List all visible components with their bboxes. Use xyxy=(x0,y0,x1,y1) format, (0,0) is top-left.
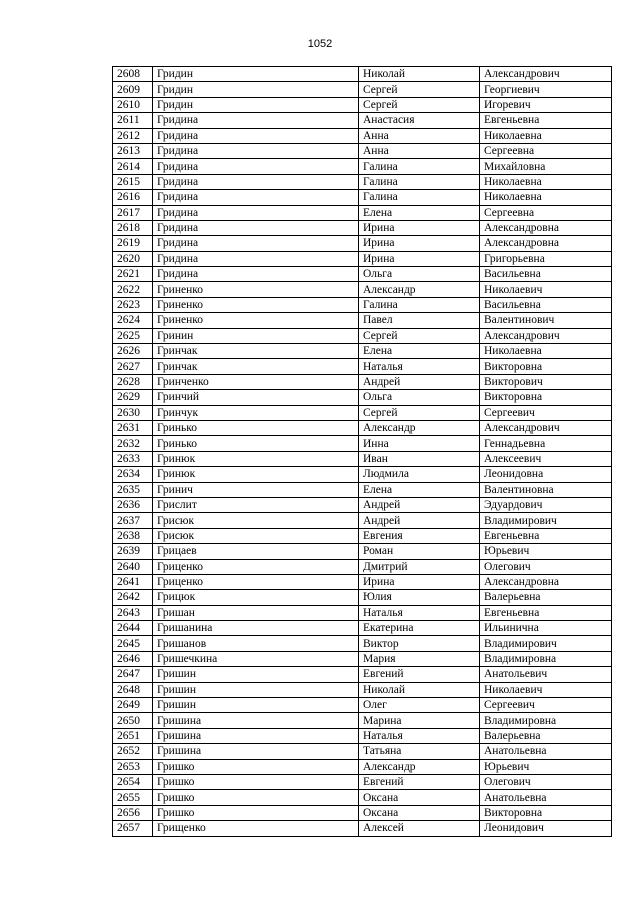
first-name-cell: Наталья xyxy=(359,605,480,620)
row-number-cell: 2618 xyxy=(113,220,153,235)
row-number-cell: 2640 xyxy=(113,559,153,574)
surname-cell: Грицюк xyxy=(153,590,359,605)
table-row xyxy=(113,67,612,82)
row-number-cell: 2637 xyxy=(113,513,153,528)
first-name-cell: Наталья xyxy=(359,728,480,743)
first-name-cell: Людмила xyxy=(359,467,480,482)
patronymic-cell: Юрьевич xyxy=(480,759,612,774)
first-name-cell: Александр xyxy=(359,282,480,297)
table-row xyxy=(113,297,612,312)
first-name-cell: Евгений xyxy=(359,667,480,682)
row-number-cell: 2627 xyxy=(113,359,153,374)
row-number-cell: 2649 xyxy=(113,698,153,713)
surname-cell: Гришко xyxy=(153,759,359,774)
row-number-cell: 2646 xyxy=(113,651,153,666)
table-row xyxy=(113,405,612,420)
surname-cell: Гринич xyxy=(153,482,359,497)
first-name-cell: Сергей xyxy=(359,97,480,112)
first-name-cell: Елена xyxy=(359,344,480,359)
surname-cell: Гридина xyxy=(153,267,359,282)
patronymic-cell: Григорьевна xyxy=(480,251,612,266)
first-name-cell: Сергей xyxy=(359,405,480,420)
surname-cell: Грисюк xyxy=(153,513,359,528)
table-row xyxy=(113,759,612,774)
table-row xyxy=(113,174,612,189)
table-row xyxy=(113,359,612,374)
first-name-cell: Ольга xyxy=(359,267,480,282)
surname-cell: Гриценко xyxy=(153,559,359,574)
row-number-cell: 2652 xyxy=(113,744,153,759)
name-list-table xyxy=(112,66,612,837)
row-number-cell: 2623 xyxy=(113,297,153,312)
surname-cell: Гридина xyxy=(153,205,359,220)
table-row xyxy=(113,574,612,589)
patronymic-cell: Николаевна xyxy=(480,128,612,143)
first-name-cell: Виктор xyxy=(359,636,480,651)
row-number-cell: 2611 xyxy=(113,113,153,128)
table-row xyxy=(113,451,612,466)
surname-cell: Гринчак xyxy=(153,344,359,359)
patronymic-cell: Сергеевна xyxy=(480,143,612,158)
row-number-cell: 2655 xyxy=(113,790,153,805)
first-name-cell: Андрей xyxy=(359,513,480,528)
patronymic-cell: Валерьевна xyxy=(480,728,612,743)
surname-cell: Гриненко xyxy=(153,297,359,312)
first-name-cell: Николай xyxy=(359,682,480,697)
first-name-cell: Иван xyxy=(359,451,480,466)
patronymic-cell: Владимировна xyxy=(480,651,612,666)
surname-cell: Гринченко xyxy=(153,374,359,389)
patronymic-cell: Александрович xyxy=(480,328,612,343)
patronymic-cell: Анатольевна xyxy=(480,790,612,805)
first-name-cell: Галина xyxy=(359,159,480,174)
first-name-cell: Оксана xyxy=(359,790,480,805)
patronymic-cell: Александровна xyxy=(480,236,612,251)
first-name-cell: Галина xyxy=(359,190,480,205)
row-number-cell: 2647 xyxy=(113,667,153,682)
patronymic-cell: Эдуардович xyxy=(480,497,612,512)
surname-cell: Гришан xyxy=(153,605,359,620)
table-row xyxy=(113,590,612,605)
patronymic-cell: Михайловна xyxy=(480,159,612,174)
table-row xyxy=(113,143,612,158)
first-name-cell: Александр xyxy=(359,420,480,435)
table-row xyxy=(113,636,612,651)
surname-cell: Гридина xyxy=(153,251,359,266)
row-number-cell: 2653 xyxy=(113,759,153,774)
first-name-cell: Ирина xyxy=(359,220,480,235)
surname-cell: Грицаев xyxy=(153,544,359,559)
table-row xyxy=(113,774,612,789)
surname-cell: Грислит xyxy=(153,497,359,512)
table-row xyxy=(113,236,612,251)
table-row xyxy=(113,205,612,220)
first-name-cell: Оксана xyxy=(359,805,480,820)
row-number-cell: 2643 xyxy=(113,605,153,620)
first-name-cell: Павел xyxy=(359,313,480,328)
name-list-body xyxy=(113,67,612,837)
surname-cell: Гриценко xyxy=(153,574,359,589)
table-row xyxy=(113,328,612,343)
patronymic-cell: Владимировна xyxy=(480,713,612,728)
table-row xyxy=(113,744,612,759)
surname-cell: Гришин xyxy=(153,682,359,697)
row-number-cell: 2634 xyxy=(113,467,153,482)
table-row xyxy=(113,698,612,713)
surname-cell: Гринько xyxy=(153,436,359,451)
surname-cell: Гринчук xyxy=(153,405,359,420)
first-name-cell: Татьяна xyxy=(359,744,480,759)
surname-cell: Гридин xyxy=(153,67,359,82)
first-name-cell: Инна xyxy=(359,436,480,451)
patronymic-cell: Александровна xyxy=(480,220,612,235)
first-name-cell: Евгений xyxy=(359,774,480,789)
row-number-cell: 2619 xyxy=(113,236,153,251)
surname-cell: Гришанина xyxy=(153,621,359,636)
surname-cell: Гришко xyxy=(153,790,359,805)
first-name-cell: Ольга xyxy=(359,390,480,405)
first-name-cell: Ирина xyxy=(359,574,480,589)
row-number-cell: 2636 xyxy=(113,497,153,512)
first-name-cell: Сергей xyxy=(359,82,480,97)
surname-cell: Гринчий xyxy=(153,390,359,405)
first-name-cell: Роман xyxy=(359,544,480,559)
patronymic-cell: Николаевич xyxy=(480,682,612,697)
surname-cell: Гридина xyxy=(153,159,359,174)
patronymic-cell: Васильевна xyxy=(480,297,612,312)
row-number-cell: 2615 xyxy=(113,174,153,189)
row-number-cell: 2621 xyxy=(113,267,153,282)
patronymic-cell: Леонидовна xyxy=(480,467,612,482)
table-row xyxy=(113,497,612,512)
surname-cell: Гридин xyxy=(153,97,359,112)
patronymic-cell: Ильинична xyxy=(480,621,612,636)
surname-cell: Гридин xyxy=(153,82,359,97)
row-number-cell: 2620 xyxy=(113,251,153,266)
first-name-cell: Александр xyxy=(359,759,480,774)
surname-cell: Гридина xyxy=(153,128,359,143)
page-number: 1052 xyxy=(307,38,333,50)
surname-cell: Гринчак xyxy=(153,359,359,374)
surname-cell: Гришина xyxy=(153,728,359,743)
surname-cell: Гришко xyxy=(153,805,359,820)
patronymic-cell: Александрович xyxy=(480,420,612,435)
table-row xyxy=(113,420,612,435)
surname-cell: Грищенко xyxy=(153,821,359,836)
first-name-cell: Анастасия xyxy=(359,113,480,128)
surname-cell: Гринин xyxy=(153,328,359,343)
row-number-cell: 2630 xyxy=(113,405,153,420)
first-name-cell: Марина xyxy=(359,713,480,728)
patronymic-cell: Владимирович xyxy=(480,513,612,528)
patronymic-cell: Викторовна xyxy=(480,359,612,374)
first-name-cell: Юлия xyxy=(359,590,480,605)
table-row xyxy=(113,559,612,574)
table-row xyxy=(113,544,612,559)
patronymic-cell: Анатольевич xyxy=(480,667,612,682)
surname-cell: Гришина xyxy=(153,713,359,728)
first-name-cell: Елена xyxy=(359,482,480,497)
patronymic-cell: Юрьевич xyxy=(480,544,612,559)
row-number-cell: 2650 xyxy=(113,713,153,728)
patronymic-cell: Игоревич xyxy=(480,97,612,112)
table-row xyxy=(113,728,612,743)
table-row xyxy=(113,374,612,389)
patronymic-cell: Олегович xyxy=(480,559,612,574)
first-name-cell: Галина xyxy=(359,297,480,312)
row-number-cell: 2622 xyxy=(113,282,153,297)
table-row xyxy=(113,482,612,497)
row-number-cell: 2654 xyxy=(113,774,153,789)
table-row xyxy=(113,528,612,543)
patronymic-cell: Викторовна xyxy=(480,805,612,820)
surname-cell: Гридина xyxy=(153,113,359,128)
first-name-cell: Галина xyxy=(359,174,480,189)
patronymic-cell: Александрович xyxy=(480,67,612,82)
table-row xyxy=(113,344,612,359)
patronymic-cell: Васильевна xyxy=(480,267,612,282)
patronymic-cell: Олегович xyxy=(480,774,612,789)
patronymic-cell: Валентиновна xyxy=(480,482,612,497)
patronymic-cell: Анатольевна xyxy=(480,744,612,759)
row-number-cell: 2625 xyxy=(113,328,153,343)
table-row xyxy=(113,128,612,143)
row-number-cell: 2626 xyxy=(113,344,153,359)
table-row xyxy=(113,467,612,482)
table-row xyxy=(113,97,612,112)
patronymic-cell: Валентинович xyxy=(480,313,612,328)
surname-cell: Гринюк xyxy=(153,451,359,466)
table-row xyxy=(113,621,612,636)
surname-cell: Гридина xyxy=(153,143,359,158)
first-name-cell: Андрей xyxy=(359,374,480,389)
row-number-cell: 2651 xyxy=(113,728,153,743)
surname-cell: Гришин xyxy=(153,698,359,713)
row-number-cell: 2632 xyxy=(113,436,153,451)
first-name-cell: Евгения xyxy=(359,528,480,543)
row-number-cell: 2633 xyxy=(113,451,153,466)
table-row xyxy=(113,159,612,174)
patronymic-cell: Евгеньевна xyxy=(480,113,612,128)
surname-cell: Гриненко xyxy=(153,313,359,328)
row-number-cell: 2628 xyxy=(113,374,153,389)
surname-cell: Грисюк xyxy=(153,528,359,543)
table-row xyxy=(113,190,612,205)
patronymic-cell: Викторовна xyxy=(480,390,612,405)
table-row xyxy=(113,513,612,528)
first-name-cell: Анна xyxy=(359,143,480,158)
patronymic-cell: Валерьевна xyxy=(480,590,612,605)
row-number-cell: 2613 xyxy=(113,143,153,158)
surname-cell: Гридина xyxy=(153,220,359,235)
patronymic-cell: Владимирович xyxy=(480,636,612,651)
patronymic-cell: Николаевич xyxy=(480,282,612,297)
surname-cell: Гринюк xyxy=(153,467,359,482)
row-number-cell: 2639 xyxy=(113,544,153,559)
row-number-cell: 2656 xyxy=(113,805,153,820)
patronymic-cell: Александровна xyxy=(480,574,612,589)
row-number-cell: 2645 xyxy=(113,636,153,651)
patronymic-cell: Сергеевна xyxy=(480,205,612,220)
patronymic-cell: Николаевна xyxy=(480,174,612,189)
surname-cell: Гриненко xyxy=(153,282,359,297)
surname-cell: Гришко xyxy=(153,774,359,789)
table-row xyxy=(113,313,612,328)
first-name-cell: Олег xyxy=(359,698,480,713)
first-name-cell: Анна xyxy=(359,128,480,143)
surname-cell: Гридина xyxy=(153,174,359,189)
patronymic-cell: Николаевна xyxy=(480,344,612,359)
patronymic-cell: Викторович xyxy=(480,374,612,389)
row-number-cell: 2648 xyxy=(113,682,153,697)
table-row xyxy=(113,790,612,805)
first-name-cell: Мария xyxy=(359,651,480,666)
row-number-cell: 2642 xyxy=(113,590,153,605)
table-row xyxy=(113,667,612,682)
row-number-cell: 2614 xyxy=(113,159,153,174)
table-row xyxy=(113,713,612,728)
table-row xyxy=(113,390,612,405)
row-number-cell: 2609 xyxy=(113,82,153,97)
table-row xyxy=(113,267,612,282)
surname-cell: Гридина xyxy=(153,190,359,205)
row-number-cell: 2617 xyxy=(113,205,153,220)
table-row xyxy=(113,220,612,235)
surname-cell: Гринько xyxy=(153,420,359,435)
table-row xyxy=(113,113,612,128)
row-number-cell: 2657 xyxy=(113,821,153,836)
row-number-cell: 2624 xyxy=(113,313,153,328)
row-number-cell: 2616 xyxy=(113,190,153,205)
row-number-cell: 2641 xyxy=(113,574,153,589)
surname-cell: Гришечкина xyxy=(153,651,359,666)
row-number-cell: 2635 xyxy=(113,482,153,497)
row-number-cell: 2612 xyxy=(113,128,153,143)
table-row xyxy=(113,821,612,836)
table-row xyxy=(113,436,612,451)
row-number-cell: 2631 xyxy=(113,420,153,435)
surname-cell: Гришина xyxy=(153,744,359,759)
patronymic-cell: Сергеевич xyxy=(480,698,612,713)
table-row xyxy=(113,682,612,697)
row-number-cell: 2608 xyxy=(113,67,153,82)
patronymic-cell: Сергеевич xyxy=(480,405,612,420)
row-number-cell: 2610 xyxy=(113,97,153,112)
patronymic-cell: Алексеевич xyxy=(480,451,612,466)
first-name-cell: Ирина xyxy=(359,251,480,266)
patronymic-cell: Евгеньевна xyxy=(480,605,612,620)
row-number-cell: 2644 xyxy=(113,621,153,636)
first-name-cell: Николай xyxy=(359,67,480,82)
table-row xyxy=(113,82,612,97)
surname-cell: Гришанов xyxy=(153,636,359,651)
surname-cell: Гридина xyxy=(153,236,359,251)
table-row xyxy=(113,651,612,666)
patronymic-cell: Николаевна xyxy=(480,190,612,205)
row-number-cell: 2638 xyxy=(113,528,153,543)
patronymic-cell: Леонидович xyxy=(480,821,612,836)
first-name-cell: Наталья xyxy=(359,359,480,374)
table-row xyxy=(113,805,612,820)
patronymic-cell: Геннадьевна xyxy=(480,436,612,451)
table-row xyxy=(113,605,612,620)
surname-cell: Гришин xyxy=(153,667,359,682)
first-name-cell: Дмитрий xyxy=(359,559,480,574)
patronymic-cell: Евгеньевна xyxy=(480,528,612,543)
patronymic-cell: Георгиевич xyxy=(480,82,612,97)
first-name-cell: Елена xyxy=(359,205,480,220)
table-row xyxy=(113,251,612,266)
first-name-cell: Сергей xyxy=(359,328,480,343)
table-row xyxy=(113,282,612,297)
first-name-cell: Алексей xyxy=(359,821,480,836)
row-number-cell: 2629 xyxy=(113,390,153,405)
first-name-cell: Ирина xyxy=(359,236,480,251)
first-name-cell: Екатерина xyxy=(359,621,480,636)
first-name-cell: Андрей xyxy=(359,497,480,512)
